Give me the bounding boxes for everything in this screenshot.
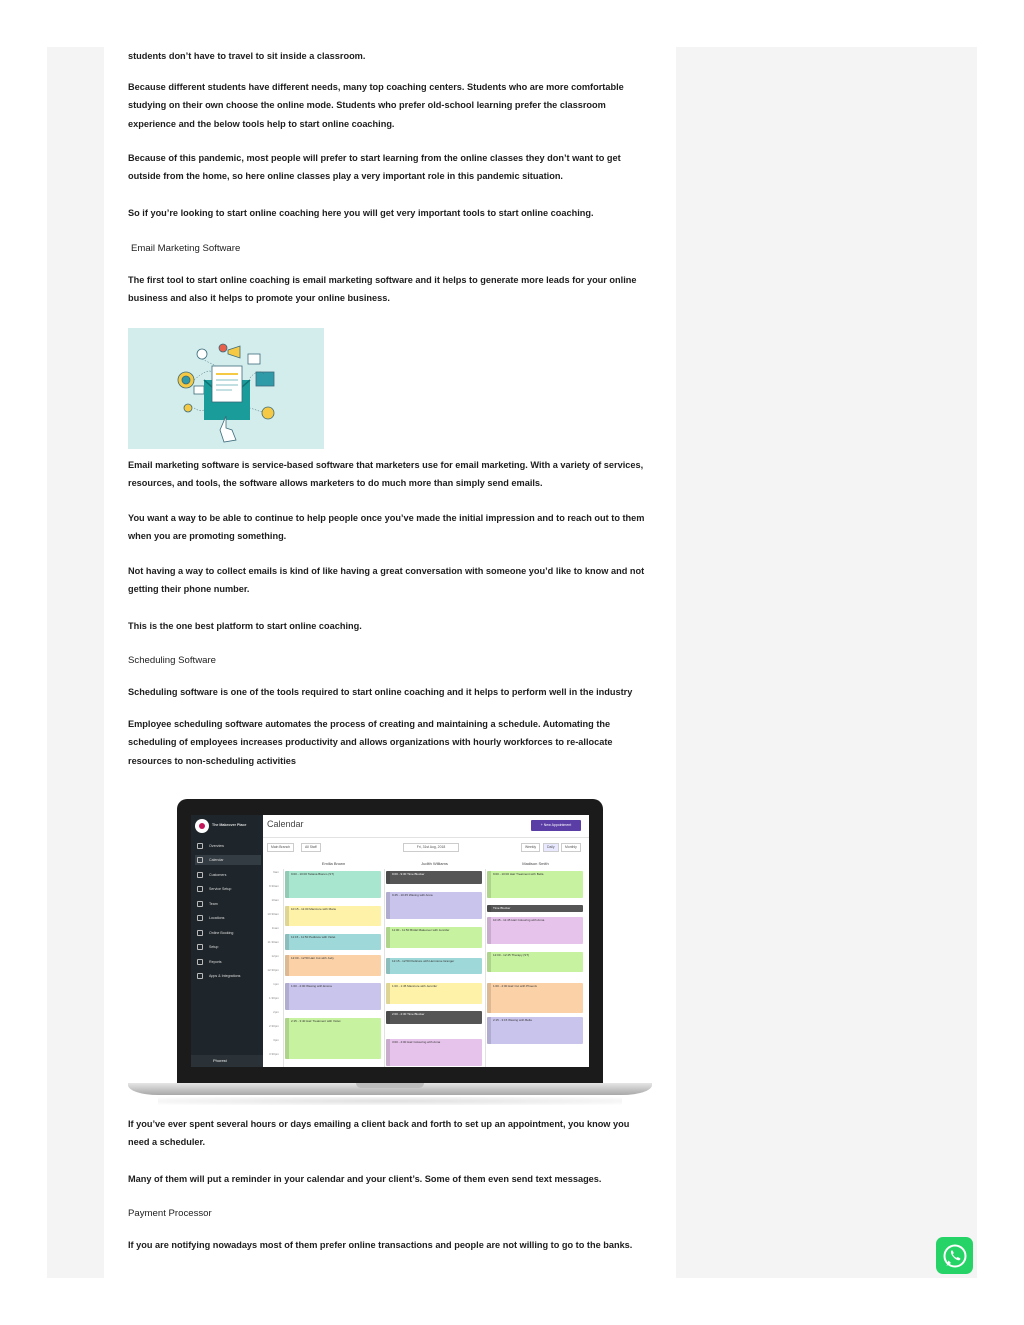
appointment-block: 9:00 - 10:00 Hair Treatment with Bella: [487, 871, 583, 898]
nav-item: Apps & Integrations: [195, 971, 261, 981]
nav-item-active: Calendar: [195, 855, 261, 865]
paragraph: Scheduling software is one of the tools required to start online coaching and it helps to perform well in the industry: [128, 687, 633, 697]
email-marketing-illustration: [128, 328, 324, 449]
view-daily: Daily: [543, 843, 559, 852]
brand-name: The Makeover Place: [212, 823, 247, 827]
appointment-block: 12:15 - 12:50 Pedicure with Hermione Granger: [386, 958, 482, 974]
sidebar-footer: [191, 1055, 263, 1067]
nav-item: Overview: [195, 841, 261, 851]
appointment-block: 11:00 - 11:50 Bridal Makeover with Jennifer: [386, 927, 482, 948]
staff-header: Madison Smith: [522, 861, 549, 866]
scissors-icon: [197, 886, 203, 892]
pin-icon: [197, 915, 203, 921]
staff-header: Emilia Brown: [321, 861, 346, 866]
appointment-block: 2:00 - 2:30 Time Blocker: [386, 1011, 482, 1024]
staff-select: All Staff: [301, 843, 321, 852]
calendar-main: [263, 815, 589, 1067]
branch-select: Main Branch: [267, 843, 294, 852]
paragraph: If you’ve ever spent several hours or days emailing a client back and forth to set up an appointment, you know you need a scheduler.: [128, 1119, 630, 1148]
appointment-block: 11:15 - 11:50 Pedicure with Violet: [285, 934, 381, 950]
nav-item: Locations: [195, 913, 261, 923]
time-label: 12pm: [271, 954, 279, 958]
left-gutter: [47, 47, 104, 1278]
appointment-block: 9:00 - 9:30 Time Blocker: [386, 871, 482, 884]
paragraph: Because different students have different needs, many top coaching centers. Students who are more comfortable studying on their own choose the online mode. Students who prefer old-school learning prefer the classroom experience and the below tools help to start online coaching.: [128, 82, 624, 129]
appointment-block: 12:00 - 12:45 Therapy (ST): [487, 952, 583, 972]
appointment-block: 1:00 - 2:00 Hair Cut with Phoenix: [487, 983, 583, 1013]
time-label: 2:30pm: [268, 1024, 279, 1028]
article-content: [104, 47, 676, 1278]
whatsapp-button[interactable]: [936, 1237, 973, 1274]
scheduling-software-screenshot: [128, 799, 652, 1109]
paragraph: The first tool to start online coaching is email marketing software and it helps to generate more leads for your online business and also it helps to promote your online business.: [128, 275, 637, 304]
view-monthly: Monthly: [561, 843, 581, 852]
appointment-block: 1:00 - 2:00 Waxing with Emma: [285, 983, 381, 1010]
nav-item: Online Booking: [195, 928, 261, 938]
paragraph: This is the one best platform to start online coaching.: [128, 621, 362, 631]
nav-item: Setup: [195, 942, 261, 952]
calendar-title: Calendar: [267, 819, 304, 829]
whatsapp-icon: [941, 1242, 969, 1270]
time-axis: [263, 869, 281, 1067]
time-label: 3pm: [273, 1038, 279, 1042]
cloud-icon: [197, 930, 203, 936]
paragraph: Many of them will put a reminder in your calendar and your client’s. Some of them even send text messages.: [128, 1174, 602, 1184]
triangle-icon: [197, 973, 203, 979]
time-label: 1pm: [273, 982, 279, 986]
gear-icon: [197, 944, 203, 950]
time-label: 11am: [271, 926, 279, 930]
laptop-lid: [177, 799, 603, 1086]
appointment-block: 9:45 - 10:45 Waxing with Anna: [386, 892, 482, 919]
section-heading-scheduling: Scheduling Software: [128, 655, 216, 666]
appointment-block: 2:15 - 3:15 Waxing with Bella: [487, 1017, 583, 1044]
nav-item: Customers: [195, 870, 261, 880]
calendar-icon: [197, 857, 203, 863]
time-label: 1:30pm: [268, 996, 279, 1000]
people-icon: [197, 872, 203, 878]
laptop-screen: [191, 815, 589, 1067]
brand-logo: [195, 819, 209, 833]
appointment-block: 3:00 - 4:00 Hair Colouring with Anna: [386, 1039, 482, 1066]
time-label: 3:30pm: [268, 1052, 279, 1056]
time-label: 9:30am: [268, 884, 279, 888]
staff-header: Judith Williams: [421, 861, 448, 866]
time-label: 10am: [271, 898, 279, 902]
appointment-block: 10:45 - 11:45 Hair Colouring with Anna: [487, 917, 583, 944]
laptop-shadow: [158, 1097, 622, 1105]
laptop-notch: [356, 1083, 424, 1088]
appointment-block: 2:15 - 3:40 Hair Treatment with Violet: [285, 1018, 381, 1059]
appointment-block: 1:00 - 1:45 Manicure with Jennifer: [386, 983, 482, 1004]
appointment-block: 10:15 - 11:00 Manicure with Marie: [285, 906, 381, 926]
time-label: 12:30pm: [267, 968, 279, 972]
appointment-block: 9:00 - 10:00 Tatiana Bianco (ST): [285, 871, 381, 898]
team-icon: [197, 901, 203, 907]
paragraph: Because of this pandemic, most people will prefer to start learning from the online classes they don’t want to get outside from the home, so here online classes play a very important role in this pandemic situation.: [128, 153, 621, 182]
section-heading-payment: Payment Processor: [128, 1208, 212, 1219]
appointment-block: 12:00 - 12:50 Hair Cut with Judy: [285, 955, 381, 976]
paragraph: students don’t have to travel to sit inside a classroom.: [128, 51, 366, 61]
calendar-sidebar: [191, 815, 263, 1067]
nav-item: Service Setup: [195, 884, 261, 894]
section-heading-email: Email Marketing Software: [131, 243, 241, 254]
new-appointment-button: + New Appointment: [531, 820, 581, 831]
time-label: 2pm: [273, 1010, 279, 1014]
time-label: 10:30am: [267, 912, 279, 916]
paragraph: You want a way to be able to continue to help people once you’ve made the initial impression and to reach out to them when you are promoting something.: [128, 513, 645, 542]
globe-icon: [197, 843, 203, 849]
paragraph: So if you’re looking to start online coaching here you will get very important tools to start online coaching.: [128, 208, 594, 218]
nav-item: Team: [195, 899, 261, 909]
paragraph: Not having a way to collect emails is kind of like having a great conversation with someone you’d like to know and not getting their phone number.: [128, 566, 645, 595]
chart-icon: [197, 959, 203, 965]
footer-brand: Phorest: [213, 1058, 227, 1063]
view-weekly: Weekly: [521, 843, 540, 852]
time-label: 11:30am: [267, 940, 279, 944]
date-picker: Fri, 31st Aug, 2018: [403, 843, 459, 852]
time-label: 9am: [273, 870, 279, 874]
paragraph: Employee scheduling software automates the process of creating and maintaining a schedule. Automating the scheduling of employees increases productivity and allows organizations with hourly workforces to re-allocate resources to non-scheduling activities: [128, 719, 613, 766]
right-sidebar: [676, 47, 977, 1278]
paragraph: If you are notifying nowadays most of them prefer online transactions and people are not willing to go to the banks.: [128, 1240, 633, 1250]
appointment-block: Time Blocker: [487, 905, 583, 912]
paragraph: Email marketing software is service-based software that marketers use for email marketing. With a variety of services, resources, and tools, the software allows marketers to do much more than simply send emails.: [128, 460, 644, 489]
nav-item: Reports: [195, 957, 261, 967]
